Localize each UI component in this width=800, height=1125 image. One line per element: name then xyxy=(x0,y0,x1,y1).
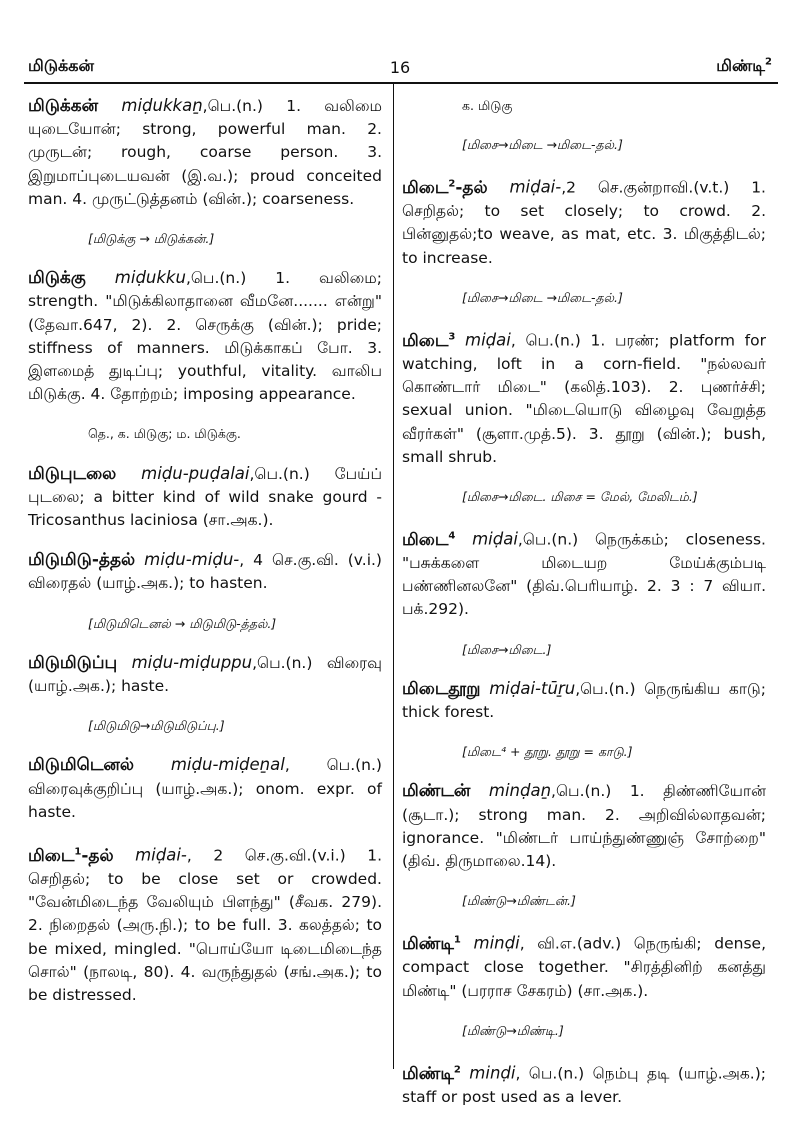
definition: ,பெ.(n.) விரைவு (யாழ்.அக.); haste. xyxy=(28,653,382,696)
dictionary-entry xyxy=(402,1058,766,1109)
definition: , வி.எ.(adv.) நெருங்கி; dense, compact close together. "சிரத்தினிற் கனத்து மிண்டி" (பரராச சேகரம்) (சா.அக.). xyxy=(402,935,766,1000)
etymology: [மிடுமிடெனல் → மிடுமிடு-த்தல்.] xyxy=(88,615,277,631)
headword: மிண்டன் xyxy=(402,781,471,802)
homonym-number: 2 xyxy=(448,178,456,190)
dictionary-entry xyxy=(402,779,766,873)
transliteration: miḍukkaṉ xyxy=(121,96,203,115)
headword: மிடை$^2$-தல் xyxy=(402,178,488,199)
transliteration: minḍi xyxy=(473,934,520,954)
dictionary-entry xyxy=(402,928,766,1002)
dictionary-entry xyxy=(402,325,766,469)
running-head-right: மிண்டி$^2$ xyxy=(716,56,772,75)
right-column xyxy=(402,94,766,1125)
definition: ,பெ.(n.) பேய்ப் புடலை; a bitter kind of wild snake gourd - Tricosanthus laciniosa (சா.அக.). xyxy=(28,464,382,530)
headword-suffix: -தல் xyxy=(455,178,488,199)
headword: மிடுமிடெனல் xyxy=(28,755,135,776)
homonym-number: 2 xyxy=(453,1063,461,1075)
transliteration: minḍi xyxy=(469,1063,516,1083)
definition: , பெ.(n.) 1. பரண்; platform for watching, loft in a corn-field. "நல்லவர் கொண்டார் மிடை" (கலித்.103). 2. புணர்ச்சி; sexual union. "மிடையொடு விழைவு வேறுத்த வீரர்கள்" (சூளா.முத்.5). 3. தூறு (வின்.); bush, small shrub. xyxy=(402,331,766,466)
etymology: [மிண்டு→மிண்டி.] xyxy=(462,1022,564,1038)
transliteration: miḍu-miḍu- xyxy=(144,550,240,570)
definition: ,2 செ.குன்றாவி.(v.t.) 1. செறிதல்; to set closely; to crowd. 2. பின்னுதல்;to weave, as mat, etc. 3. மிகுத்திடல்; to increase. xyxy=(402,179,766,267)
homonym-number: 1 xyxy=(453,934,461,946)
cognates: தெ., க. மிடுகு; ம. மிடுக்கு. xyxy=(88,426,241,442)
definition: ,பெ.(n.) 1. வலிமை யுடையோன்; strong, powerful man. 2. முருடன்; rough, coarse person. 3. இறுமாப்புடையவன் (இ.வ.); proud conceited man. 4. முருட்டுத்தனம் (வின்.); coarseness. xyxy=(28,97,382,208)
homonym-number: 1 xyxy=(74,846,82,858)
left-column xyxy=(28,94,382,1023)
dictionary-entry xyxy=(402,677,766,724)
dictionary-entry xyxy=(28,266,382,406)
transliteration: miḍu-miḍuppu xyxy=(131,652,253,672)
dictionary-entry xyxy=(28,651,382,698)
headword: மிடைதூறு xyxy=(402,678,481,699)
transliteration: miḍai- xyxy=(509,178,562,198)
definition: ,பெ.(n.) 1. திண்ணியோன் (சூடா.); strong man. 2. அறிவில்லாதவன்; ignorance. "மிண்டர் பாய்ந்துண்ணுஞ் சோற்றை" (திவ். திருமாலை.14). xyxy=(402,782,766,871)
dictionary-entry xyxy=(28,548,382,595)
dictionary-entry xyxy=(28,753,382,824)
headword: மிடை$^1$-தல் xyxy=(28,845,114,866)
headword: மிடுமிடுப்பு xyxy=(28,652,118,673)
definition: , 2 செ.கு.வி.(v.i.) 1. செறிதல்; to be close set or crowded. "வேன்மிடைந்த வேலியும் பிளந்து" (சீவக. 279). 2. நிறைதல் (அரு.நி.); to be full. 3. கலத்தல்; to be mixed, mingled. "பொய்யோ டிடைமிடைந்த சொல்" (நாலடி, 80). 4. வருந்துதல் (சங்.அக.); to be distressed. xyxy=(28,846,382,1004)
definition: , பெ.(n.) விரைவுக்குறிப்பு (யாழ்.அக.); onom. expr. of haste. xyxy=(28,756,382,821)
page-number: 16 xyxy=(389,58,411,77)
etymology: [மிடுக்கு → மிடுக்கன்.] xyxy=(88,231,215,247)
etymology: [மிசை→மிடை.] xyxy=(462,641,552,657)
dictionary-entry xyxy=(28,94,382,211)
headword: மிடுபுடலை xyxy=(28,463,117,484)
transliteration: miḍai xyxy=(465,330,511,350)
headword: மிடுக்கன் xyxy=(28,96,99,116)
definition: , பெ.(n.) நெம்பு தடி (யாழ்.அக.); staff or post used as a lever. xyxy=(402,1064,766,1106)
homonym-number: 3 xyxy=(448,331,456,343)
headword: மிடை$^4$ xyxy=(402,529,456,550)
headword: மிண்டி$^2$ xyxy=(402,1063,461,1084)
etymology: [மிண்டு→மிண்டன்.] xyxy=(462,893,576,909)
homonym-number: 4 xyxy=(448,530,456,542)
headword: மிடை$^3$ xyxy=(402,330,456,351)
etymology: [மிசை→மிடை. மிசை = மேல், மேலிடம்.] xyxy=(462,488,698,504)
running-head-left: மிடுக்கன் xyxy=(28,56,95,75)
headword: மிண்டி$^1$ xyxy=(402,934,461,955)
etymology: [மிசை→மிடை →மிடை-தல்.] xyxy=(462,289,623,305)
definition: , 4 செ.கு.வி. (v.i.) விரைதல் (யாழ்.அக.); to hasten. xyxy=(28,551,382,593)
etymology: [மிசை→மிடை →மிடை-தல்.] xyxy=(462,137,623,153)
dictionary-entry xyxy=(28,462,382,533)
dictionary-entry xyxy=(28,840,382,1007)
etymology: [மிடை⁴ + தூறு. தூறு = காடு.] xyxy=(462,744,633,760)
column-divider xyxy=(393,84,394,1069)
transliteration: miḍu-miḍeṉal xyxy=(170,755,285,775)
cognates: க. மிடுகு xyxy=(462,98,513,113)
definition: ,பெ.(n.) 1. வலிமை; strength. "மிடுக்கிலாதானை வீமனே....... என்று" (தேவா.647, 2). 2. செருக்கு (வின்.); pride; stiffness of manners. மிடுக்காகப் போ. 3. இளமைத் துடிப்பு; youthful, vitality. வாலிப மிடுக்கு. 4. தோற்றம்; imposing appearance. xyxy=(28,269,382,404)
transliteration: miḍu-puḍalai xyxy=(141,463,250,483)
dictionary-entry xyxy=(402,524,766,621)
transliteration: miḍai xyxy=(472,529,518,549)
definition: ,பெ.(n.) நெருக்கம்; closeness. "பசுக்களை மிடையற மேய்க்கும்படி பண்ணினலனே" (திவ்.பெரியாழ். 2. 3 : 7 வியா. பக்.292). xyxy=(402,530,766,619)
headword: மிடுமிடு-த்தல் xyxy=(28,550,136,571)
transliteration: miḍukku xyxy=(114,268,186,288)
definition: ,பெ.(n.) நெருங்கிய காடு; thick forest. xyxy=(402,679,766,722)
header-rule xyxy=(24,82,778,84)
transliteration: minḍaṉ xyxy=(488,781,552,801)
transliteration: miḍai- xyxy=(135,845,187,865)
etymology: [மிடுமிடு→மிடுமிடுப்பு.] xyxy=(88,718,225,734)
headword: மிடுக்கு xyxy=(28,268,86,289)
transliteration: miḍai-tūṟu xyxy=(489,678,576,698)
headword-suffix: -தல் xyxy=(81,845,114,866)
dictionary-entry xyxy=(402,172,766,269)
